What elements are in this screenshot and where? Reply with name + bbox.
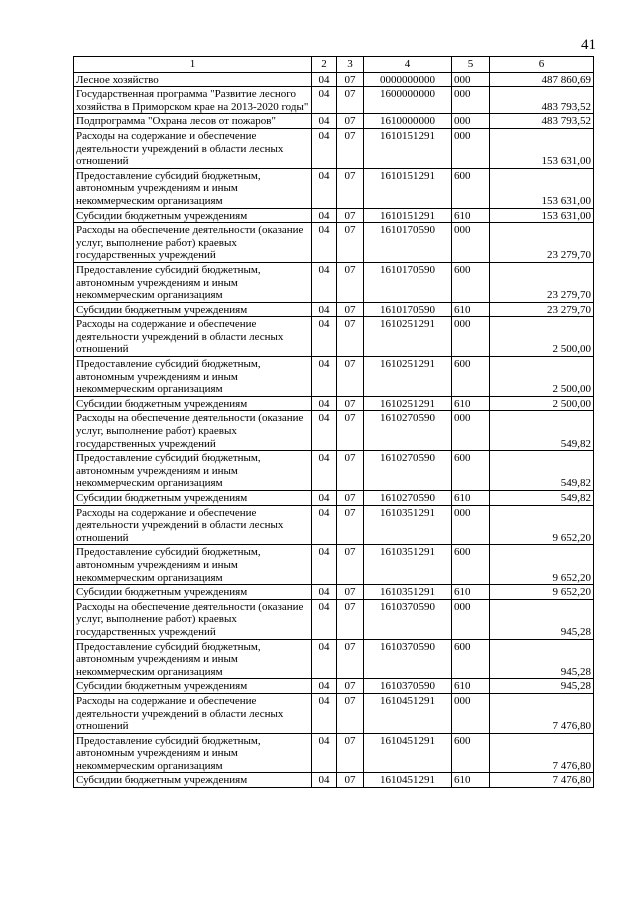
row-expense-type: 600 xyxy=(452,451,490,491)
row-amount: 23 279,70 xyxy=(490,302,594,317)
table-row xyxy=(74,396,594,411)
header-col-6: 6 xyxy=(490,57,594,73)
row-target-article: 1610000000 xyxy=(364,114,452,129)
row-amount: 2 500,00 xyxy=(490,396,594,411)
row-amount: 9 652,20 xyxy=(490,585,594,600)
row-amount: 23 279,70 xyxy=(490,262,594,302)
row-section: 04 xyxy=(312,208,337,223)
row-subsection: 07 xyxy=(337,357,364,397)
row-target-article: 1610251291 xyxy=(364,357,452,397)
header-col-3: 3 xyxy=(337,57,364,73)
row-amount: 549,82 xyxy=(490,491,594,506)
row-name: Предоставление субсидий бюджетным, автономным учреждениям и иным некоммерческим организациям xyxy=(74,545,312,585)
row-expense-type: 600 xyxy=(452,262,490,302)
row-expense-type: 000 xyxy=(452,223,490,263)
table-row xyxy=(74,599,594,639)
row-name: Предоставление субсидий бюджетным, автономным учреждениям и иным некоммерческим организациям xyxy=(74,168,312,208)
row-expense-type: 600 xyxy=(452,357,490,397)
row-expense-type: 000 xyxy=(452,128,490,168)
row-section: 04 xyxy=(312,585,337,600)
row-subsection: 07 xyxy=(337,114,364,129)
row-section: 04 xyxy=(312,599,337,639)
row-name: Расходы на обеспечение деятельности (оказание услуг, выполнение работ) краевых государственных учреждений xyxy=(74,411,312,451)
table-header xyxy=(74,57,594,73)
row-expense-type: 600 xyxy=(452,733,490,773)
header-col-1: 1 xyxy=(74,57,312,73)
row-name: Предоставление субсидий бюджетным, автономным учреждениям и иным некоммерческим организациям xyxy=(74,262,312,302)
row-subsection: 07 xyxy=(337,208,364,223)
row-target-article: 1610351291 xyxy=(364,585,452,600)
row-section: 04 xyxy=(312,87,337,114)
row-section: 04 xyxy=(312,679,337,694)
row-target-article: 1610451291 xyxy=(364,773,452,788)
row-subsection: 07 xyxy=(337,505,364,545)
row-subsection: 07 xyxy=(337,585,364,600)
row-amount: 2 500,00 xyxy=(490,317,594,357)
table-row xyxy=(74,545,594,585)
row-section: 04 xyxy=(312,317,337,357)
row-expense-type: 000 xyxy=(452,411,490,451)
table-row xyxy=(74,208,594,223)
row-section: 04 xyxy=(312,545,337,585)
row-subsection: 07 xyxy=(337,693,364,733)
row-amount: 7 476,80 xyxy=(490,733,594,773)
row-section: 04 xyxy=(312,639,337,679)
row-section: 04 xyxy=(312,396,337,411)
row-amount: 549,82 xyxy=(490,411,594,451)
row-expense-type: 610 xyxy=(452,585,490,600)
row-expense-type: 000 xyxy=(452,87,490,114)
row-amount: 23 279,70 xyxy=(490,223,594,263)
row-amount: 2 500,00 xyxy=(490,357,594,397)
row-name: Субсидии бюджетным учреждениям xyxy=(74,491,312,506)
row-subsection: 07 xyxy=(337,491,364,506)
row-target-article: 1610351291 xyxy=(364,505,452,545)
row-amount: 487 860,69 xyxy=(490,72,594,87)
row-section: 04 xyxy=(312,773,337,788)
row-section: 04 xyxy=(312,733,337,773)
table-row xyxy=(74,262,594,302)
row-name: Субсидии бюджетным учреждениям xyxy=(74,773,312,788)
row-amount: 945,28 xyxy=(490,679,594,694)
row-name: Расходы на содержание и обеспечение деятельности учреждений в области лесных отношений xyxy=(74,317,312,357)
row-expense-type: 000 xyxy=(452,599,490,639)
row-expense-type: 600 xyxy=(452,545,490,585)
row-expense-type: 610 xyxy=(452,208,490,223)
row-target-article: 1610270590 xyxy=(364,411,452,451)
row-target-article: 1610451291 xyxy=(364,693,452,733)
row-name: Подпрограмма "Охрана лесов от пожаров" xyxy=(74,114,312,129)
row-target-article: 1610370590 xyxy=(364,639,452,679)
row-subsection: 07 xyxy=(337,451,364,491)
table-row xyxy=(74,585,594,600)
row-subsection: 07 xyxy=(337,599,364,639)
row-name: Расходы на обеспечение деятельности (оказание услуг, выполнение работ) краевых государственных учреждений xyxy=(74,223,312,263)
row-expense-type: 610 xyxy=(452,491,490,506)
header-col-4: 4 xyxy=(364,57,452,73)
row-name: Субсидии бюджетным учреждениям xyxy=(74,585,312,600)
row-expense-type: 600 xyxy=(452,639,490,679)
row-subsection: 07 xyxy=(337,411,364,451)
table-row xyxy=(74,639,594,679)
row-target-article: 0000000000 xyxy=(364,72,452,87)
row-amount: 945,28 xyxy=(490,639,594,679)
row-amount: 483 793,52 xyxy=(490,87,594,114)
row-target-article: 1610151291 xyxy=(364,168,452,208)
row-target-article: 1610351291 xyxy=(364,545,452,585)
row-section: 04 xyxy=(312,451,337,491)
table-row xyxy=(74,223,594,263)
row-name: Предоставление субсидий бюджетным, автономным учреждениям и иным некоммерческим организациям xyxy=(74,733,312,773)
row-subsection: 07 xyxy=(337,128,364,168)
row-target-article: 1610270590 xyxy=(364,451,452,491)
table-row xyxy=(74,505,594,545)
table-row xyxy=(74,491,594,506)
row-target-article: 1610170590 xyxy=(364,262,452,302)
row-subsection: 07 xyxy=(337,773,364,788)
row-subsection: 07 xyxy=(337,72,364,87)
row-section: 04 xyxy=(312,505,337,545)
row-expense-type: 610 xyxy=(452,773,490,788)
row-expense-type: 000 xyxy=(452,317,490,357)
row-name: Расходы на обеспечение деятельности (оказание услуг, выполнение работ) краевых государственных учреждений xyxy=(74,599,312,639)
row-expense-type: 610 xyxy=(452,679,490,694)
row-subsection: 07 xyxy=(337,317,364,357)
row-target-article: 1610251291 xyxy=(364,396,452,411)
row-name: Субсидии бюджетным учреждениям xyxy=(74,208,312,223)
page-number: 41 xyxy=(581,37,596,53)
row-expense-type: 000 xyxy=(452,505,490,545)
row-name: Субсидии бюджетным учреждениям xyxy=(74,679,312,694)
header-col-2: 2 xyxy=(312,57,337,73)
row-amount: 9 652,20 xyxy=(490,545,594,585)
row-name: Субсидии бюджетным учреждениям xyxy=(74,302,312,317)
row-expense-type: 600 xyxy=(452,168,490,208)
table-row xyxy=(74,128,594,168)
row-target-article: 1610170590 xyxy=(364,223,452,263)
row-name: Расходы на содержание и обеспечение деятельности учреждений в области лесных отношений xyxy=(74,128,312,168)
row-target-article: 1610151291 xyxy=(364,128,452,168)
table-row xyxy=(74,168,594,208)
row-subsection: 07 xyxy=(337,639,364,679)
row-section: 04 xyxy=(312,302,337,317)
row-section: 04 xyxy=(312,223,337,263)
row-section: 04 xyxy=(312,72,337,87)
budget-table xyxy=(73,56,594,788)
table-row xyxy=(74,87,594,114)
row-section: 04 xyxy=(312,262,337,302)
table-row xyxy=(74,733,594,773)
row-name: Предоставление субсидий бюджетным, автономным учреждениям и иным некоммерческим организациям xyxy=(74,451,312,491)
row-target-article: 1610370590 xyxy=(364,679,452,694)
row-name: Предоставление субсидий бюджетным, автономным учреждениям и иным некоммерческим организациям xyxy=(74,639,312,679)
row-subsection: 07 xyxy=(337,545,364,585)
row-subsection: 07 xyxy=(337,679,364,694)
table-row xyxy=(74,317,594,357)
row-target-article: 1610451291 xyxy=(364,733,452,773)
table-row xyxy=(74,679,594,694)
row-section: 04 xyxy=(312,128,337,168)
row-target-article: 1610370590 xyxy=(364,599,452,639)
row-section: 04 xyxy=(312,114,337,129)
row-amount: 7 476,80 xyxy=(490,773,594,788)
row-expense-type: 000 xyxy=(452,114,490,129)
table-row xyxy=(74,451,594,491)
table-row xyxy=(74,693,594,733)
row-name: Предоставление субсидий бюджетным, автономным учреждениям и иным некоммерческим организациям xyxy=(74,357,312,397)
row-target-article: 1610251291 xyxy=(364,317,452,357)
row-amount: 153 631,00 xyxy=(490,128,594,168)
row-subsection: 07 xyxy=(337,302,364,317)
table-row xyxy=(74,773,594,788)
table-row xyxy=(74,114,594,129)
row-amount: 153 631,00 xyxy=(490,208,594,223)
row-subsection: 07 xyxy=(337,396,364,411)
header-row xyxy=(74,57,594,73)
table-row xyxy=(74,302,594,317)
row-target-article: 1610170590 xyxy=(364,302,452,317)
row-amount: 549,82 xyxy=(490,451,594,491)
row-target-article: 1600000000 xyxy=(364,87,452,114)
row-subsection: 07 xyxy=(337,262,364,302)
row-subsection: 07 xyxy=(337,168,364,208)
row-subsection: 07 xyxy=(337,733,364,773)
row-expense-type: 000 xyxy=(452,72,490,87)
row-name: Субсидии бюджетным учреждениям xyxy=(74,396,312,411)
row-target-article: 1610270590 xyxy=(364,491,452,506)
header-col-5: 5 xyxy=(452,57,490,73)
table-row xyxy=(74,411,594,451)
row-section: 04 xyxy=(312,491,337,506)
row-name: Государственная программа "Развитие лесного хозяйства в Приморском крае на 2013-2020 годы" xyxy=(74,87,312,114)
table-row xyxy=(74,357,594,397)
row-amount: 483 793,52 xyxy=(490,114,594,129)
row-name: Расходы на содержание и обеспечение деятельности учреждений в области лесных отношений xyxy=(74,693,312,733)
row-amount: 153 631,00 xyxy=(490,168,594,208)
row-section: 04 xyxy=(312,411,337,451)
table-row xyxy=(74,72,594,87)
row-name: Расходы на содержание и обеспечение деятельности учреждений в области лесных отношений xyxy=(74,505,312,545)
row-subsection: 07 xyxy=(337,223,364,263)
row-expense-type: 000 xyxy=(452,693,490,733)
row-section: 04 xyxy=(312,693,337,733)
row-expense-type: 610 xyxy=(452,396,490,411)
row-section: 04 xyxy=(312,168,337,208)
row-amount: 7 476,80 xyxy=(490,693,594,733)
row-amount: 9 652,20 xyxy=(490,505,594,545)
row-subsection: 07 xyxy=(337,87,364,114)
row-expense-type: 610 xyxy=(452,302,490,317)
row-name: Лесное хозяйство xyxy=(74,72,312,87)
table-body xyxy=(74,72,594,787)
row-section: 04 xyxy=(312,357,337,397)
row-amount: 945,28 xyxy=(490,599,594,639)
row-target-article: 1610151291 xyxy=(364,208,452,223)
